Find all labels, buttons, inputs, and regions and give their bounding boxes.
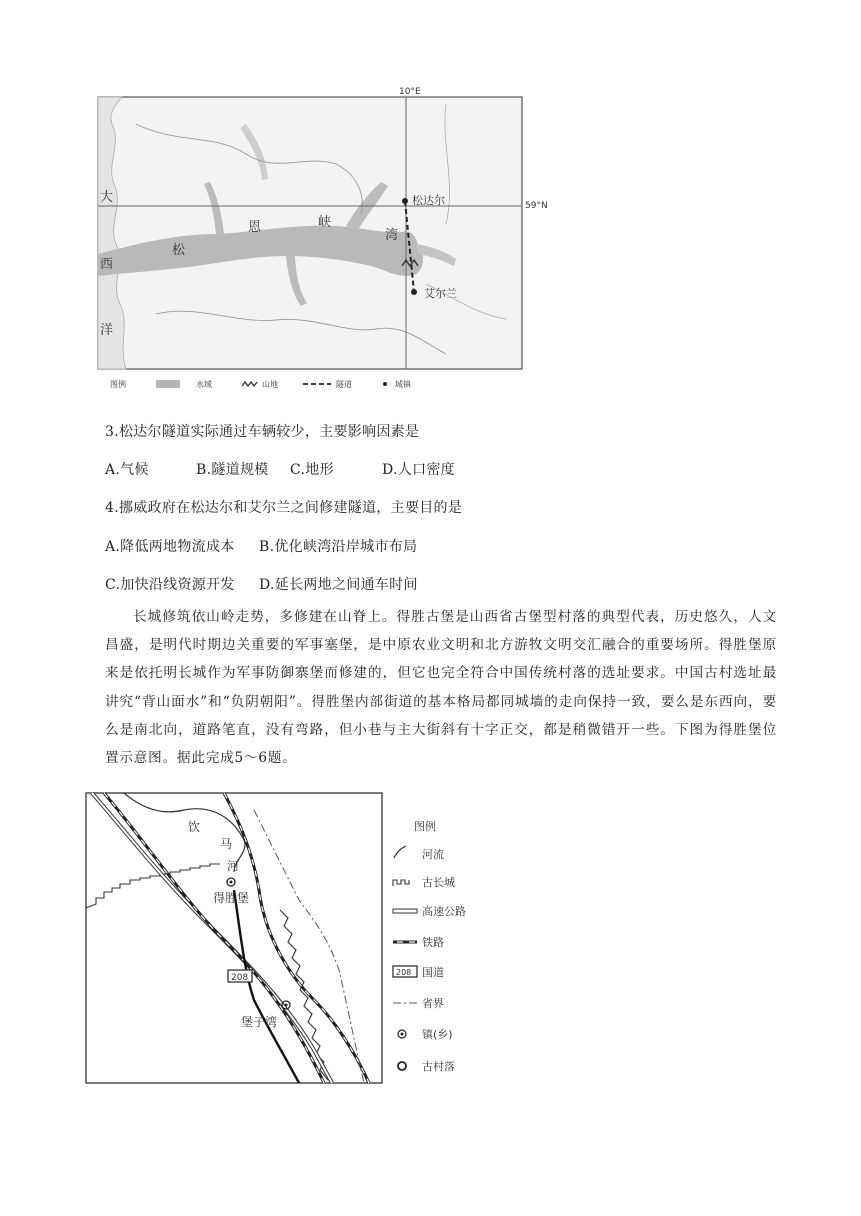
deshengbao-map — [84, 790, 484, 1090]
river-icon — [394, 846, 406, 858]
svg-text:图例: 图例 — [110, 380, 126, 389]
svg-text:古村落: 古村落 — [422, 1060, 455, 1073]
river-char: 饮 — [188, 820, 201, 834]
svg-text:隧道: 隧道 — [336, 380, 352, 389]
svg-text:城镇: 城镇 — [395, 380, 411, 389]
svg-text:208: 208 — [396, 968, 412, 977]
map2-legend — [393, 819, 466, 1073]
question-3-option-a[interactable]: A.气候 — [105, 462, 149, 478]
svg-text:水域: 水域 — [196, 380, 212, 389]
svg-text:省界: 省界 — [422, 997, 444, 1010]
town-label-laerdal: 松达尔 — [412, 194, 445, 207]
sea-char: 洋 — [100, 323, 114, 338]
mountain-icon — [242, 382, 257, 386]
town-label-aurland: 艾尔兰 — [424, 287, 457, 300]
highway-icon — [393, 909, 417, 913]
parallel-label: 59°N — [525, 201, 548, 211]
village-icon — [398, 1062, 406, 1070]
meridian-label: 10°E — [399, 87, 421, 97]
sea-char: 大 — [100, 190, 114, 205]
question-3-option-c[interactable]: C.地形 — [290, 462, 334, 478]
sea-char: 西 — [100, 257, 114, 272]
svg-text:铁路: 铁路 — [422, 936, 444, 949]
map1-legend — [110, 379, 412, 389]
question-3-option-d[interactable]: D.人口密度 — [382, 462, 455, 478]
svg-text:高速公路: 高速公路 — [422, 905, 466, 918]
place-label-baoziwan: 堡子湾 — [241, 1015, 278, 1029]
question-4-option-b[interactable]: B.优化峡湾沿岸城市布局 — [259, 539, 418, 555]
svg-text:河流: 河流 — [422, 848, 444, 861]
river-char: 马 — [220, 837, 233, 851]
question-4-option-a[interactable]: A.降低两地物流成本 — [105, 539, 235, 555]
river-char: 河 — [227, 859, 240, 873]
fjord-char: 峡 — [318, 215, 332, 230]
svg-text:山地: 山地 — [262, 380, 278, 389]
fjord-char: 恩 — [248, 220, 262, 235]
fjord-char: 湾 — [385, 228, 399, 243]
svg-text:图例: 图例 — [414, 820, 436, 833]
great-wall-icon — [393, 880, 409, 886]
town-legend-marker — [383, 382, 387, 386]
fjord-char: 松 — [172, 243, 186, 258]
svg-text:国道: 国道 — [422, 966, 444, 979]
svg-text:镇(乡): 镇(乡) — [422, 1028, 453, 1041]
question-3-stem: 3.松达尔隧道实际通过车辆较少，主要影响因素是 — [105, 424, 420, 440]
road-number-label: 208 — [231, 973, 249, 983]
passage-text: 长城修筑依山岭走势，多修建在山脊上。得胜古堡是山西省古堡型村落的典型代表，历史悠久，人文昌盛，是明代时期边关重要的军事塞堡，是中原农业文明和北方游牧文明交汇融合的重要场所。得胜堡原来是依托明长城作为军事防御寨堡而修建的，但它也完全符合中国传统村落的选址要求。中国古村选址最讲究“背山面水”和“负阴朝阳”。得胜堡内部街道的基本格局都同城墙的走向保持一致，要么是东西向，要么是南北向，道路笔直，没有弯路，但小巷与主大街斜有十字正交，都是稍微错开一些。下图为得胜堡位置示意图。据此完成5～6题。 — [105, 609, 777, 767]
town-marker — [411, 289, 417, 295]
question-4-option-c[interactable]: C.加快沿线资源开发 — [105, 577, 235, 593]
town-marker — [402, 198, 408, 204]
question-3-option-b[interactable]: B.隧道规模 — [196, 462, 269, 478]
water-legend-swatch — [156, 380, 180, 388]
svg-text:古长城: 古长城 — [422, 876, 455, 889]
fjord-map — [96, 84, 548, 400]
question-4-stem: 4.挪威政府在松达尔和艾尔兰之间修建隧道，主要目的是 — [105, 500, 463, 516]
place-label-deshengbao: 得胜堡 — [213, 891, 250, 905]
question-4-option-d[interactable]: D.延长两地之间通车时间 — [259, 577, 418, 593]
